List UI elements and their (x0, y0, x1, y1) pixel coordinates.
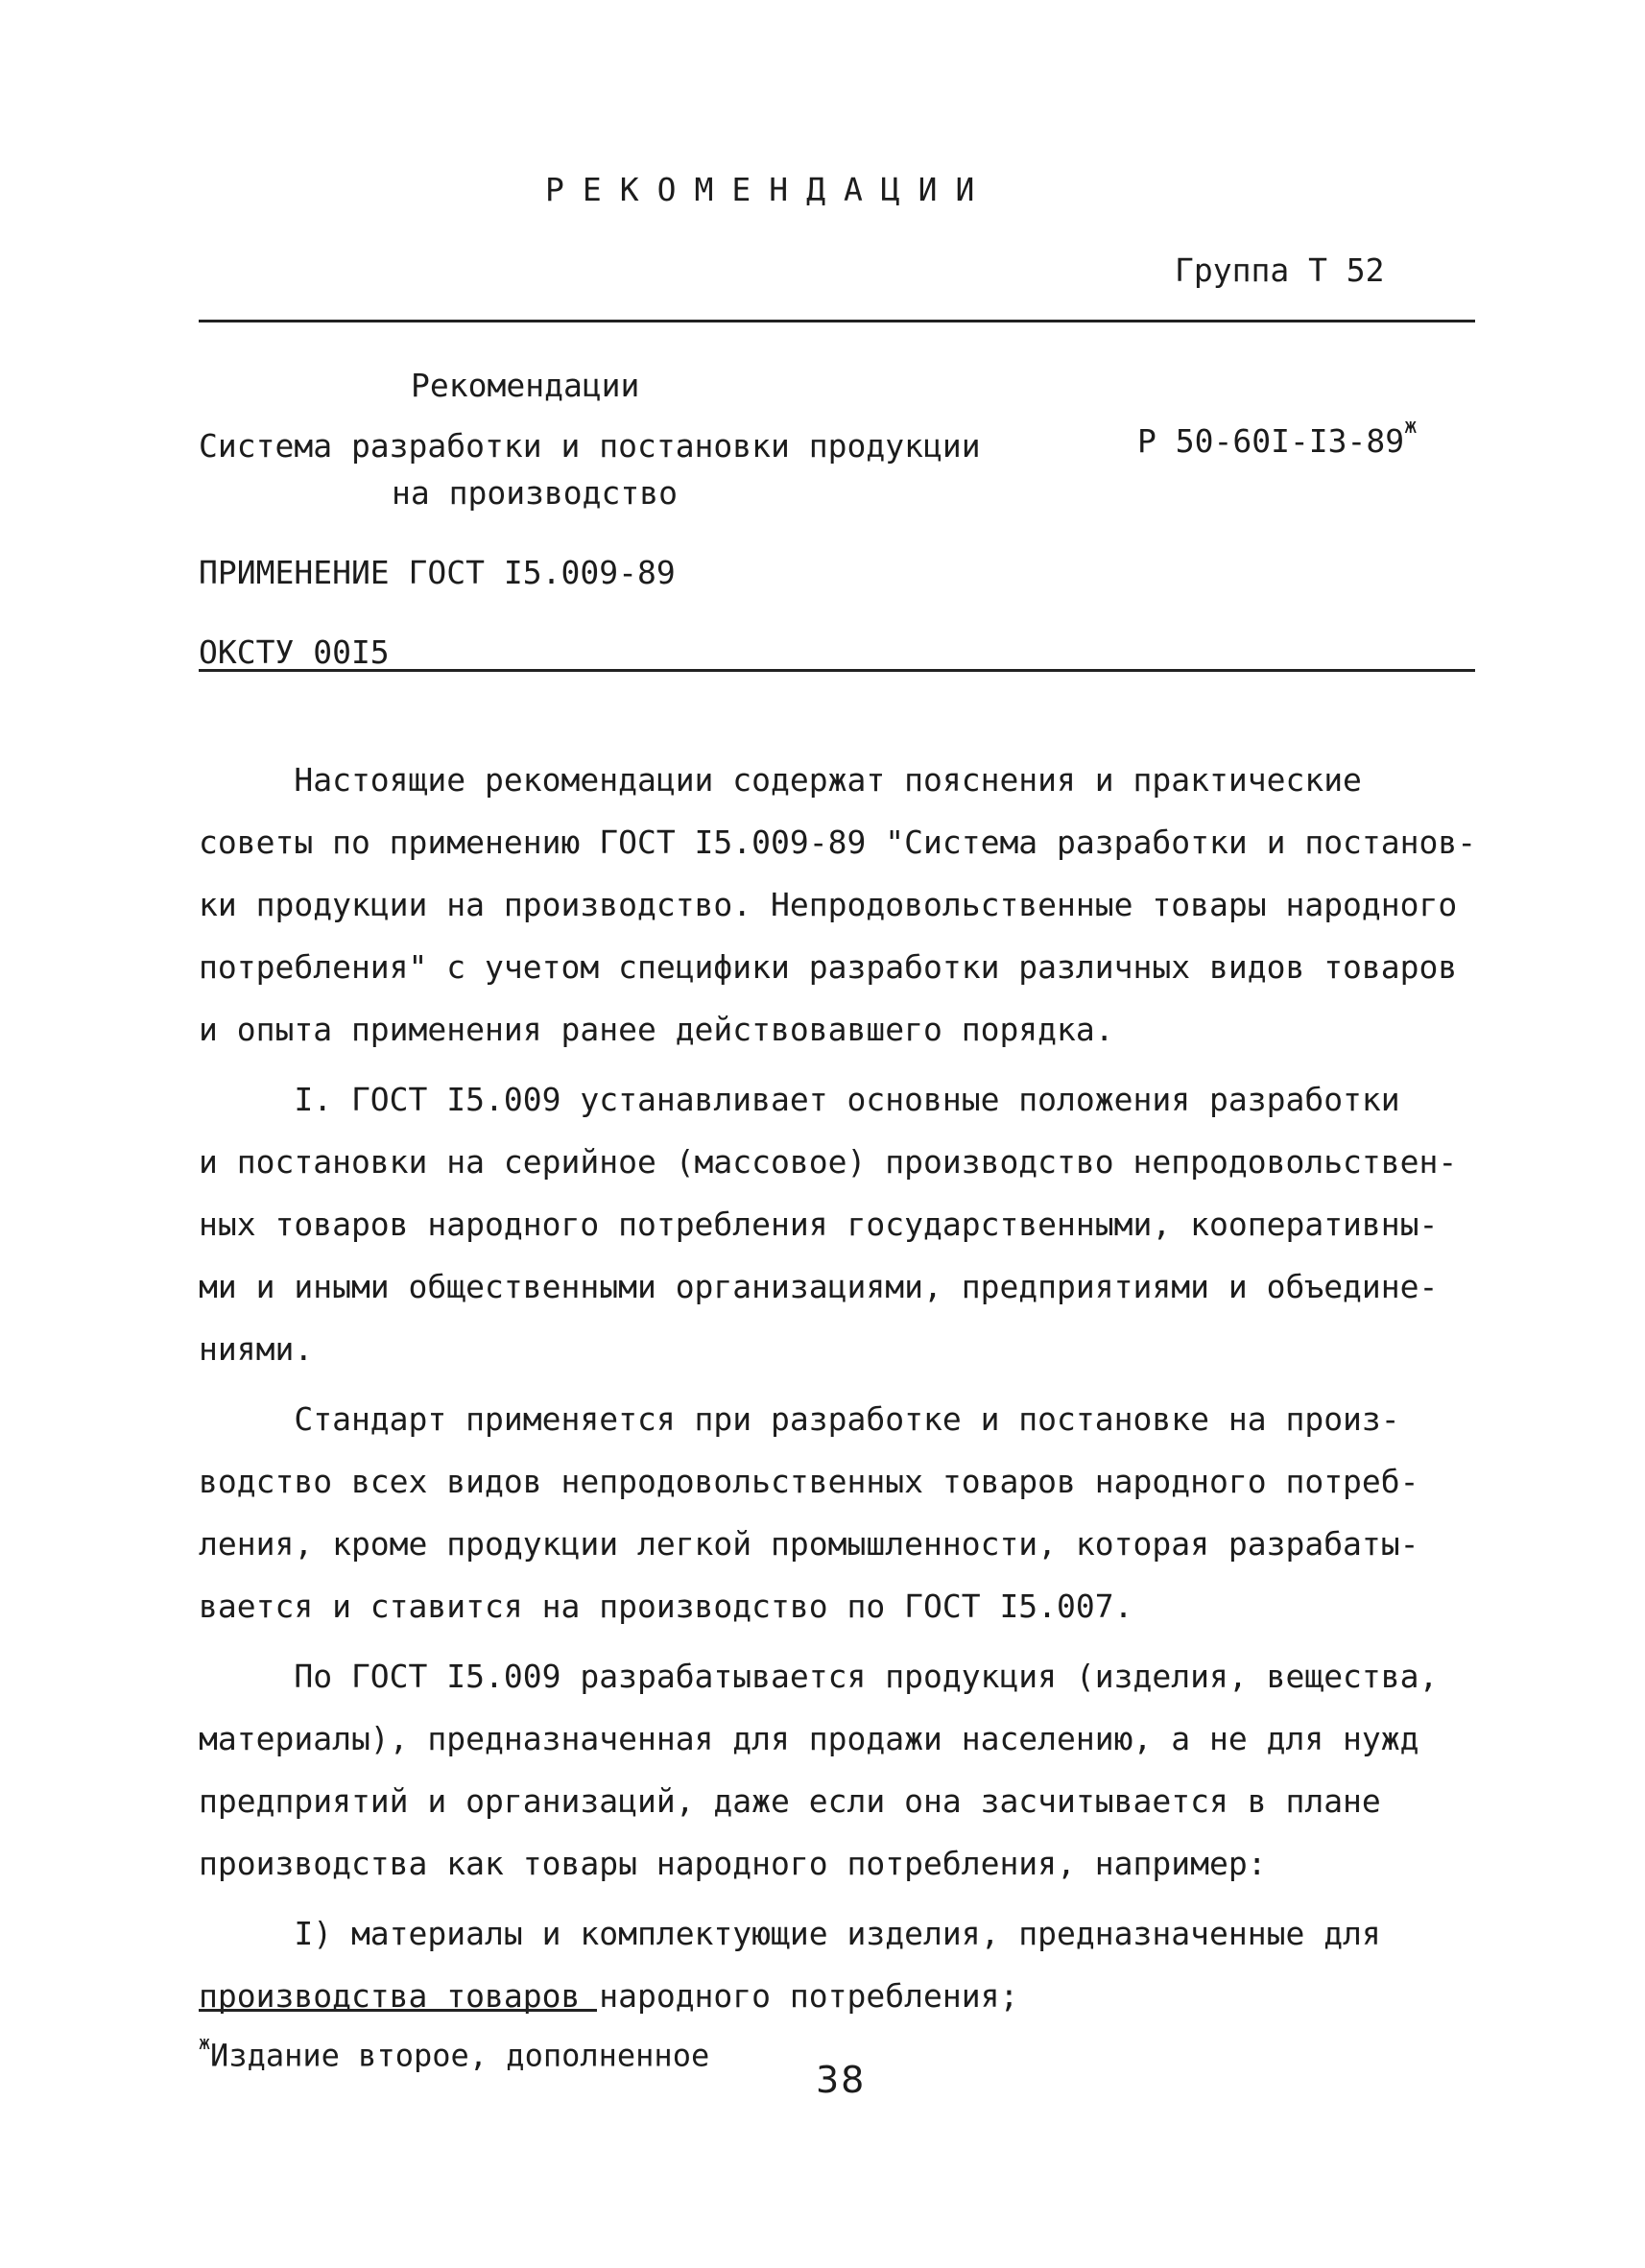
body-line: Стандарт применяется при разработке и постановке на произ- (199, 1400, 1400, 1438)
body-line: водство всех видов непродовольственных товаров народного потреб- (199, 1463, 1419, 1500)
body-line: и постановки на серийное (массовое) производство непродовольствен- (199, 1143, 1458, 1181)
page-number: 38 (816, 2059, 867, 2101)
body-line: ных товаров народного потребления государственными, кооперативны- (199, 1206, 1439, 1243)
body-line: советы по применению ГОСТ I5.009-89 "Система разработки и постанов- (199, 824, 1477, 861)
body-line: производства товаров народного потребления; (199, 1977, 1019, 2015)
document-code-mark: ж (1404, 415, 1418, 439)
application-line: ПРИМЕНЕНИЕ ГОСТ I5.009-89 (199, 554, 676, 591)
document-kind: Рекомендации (411, 367, 640, 404)
body-line: материалы), предназначенная для продажи населению, а не для нужд (199, 1720, 1419, 1757)
body-line: вается и ставится на производство по ГОСТ I5.007. (199, 1588, 1133, 1625)
body-line: потребления" с учетом специфики разработки различных видов товаров (199, 948, 1458, 986)
footnote (199, 2031, 710, 2074)
header-top-rule (199, 320, 1475, 322)
body-line: ми и иными общественными организациями, предприятиями и объедине- (199, 1268, 1439, 1305)
okstu-code: ОКСТУ 00I5 (199, 633, 390, 671)
body-line: ления, кроме продукции легкой промышленности, которая разрабаты- (199, 1525, 1419, 1563)
document-type-heading: РЕКОМЕНДАЦИИ (545, 171, 993, 208)
body-line: и опыта применения ранее действовавшего порядка. (199, 1011, 1114, 1048)
body-line: производства как товары народного потребления, например: (199, 1845, 1267, 1882)
okstu-rule (199, 669, 1475, 672)
system-title-line-1: Система разработки и постановки продукции (199, 427, 981, 465)
system-title-line-2: на производство (392, 474, 679, 512)
body-text (199, 749, 1475, 2027)
body-line: предприятий и организаций, даже если она засчитывается в плане (199, 1782, 1381, 1820)
body-line: I. ГОСТ I5.009 устанавливает основные положения разработки (199, 1081, 1400, 1118)
group-label: Группа Т 52 (1175, 251, 1385, 289)
footnote-rule (199, 2009, 597, 2012)
body-line: ниями. (199, 1330, 314, 1368)
body-line: ки продукции на производство. Непродовольственные товары народного (199, 886, 1458, 923)
body-line: Настоящие рекомендации содержат пояснения и практические (199, 761, 1362, 799)
body-line: I) материалы и комплектующие изделия, предназначенные для (199, 1915, 1381, 1952)
footnote-mark: ж (199, 2031, 211, 2054)
document-code (1137, 415, 1418, 460)
footnote-text: Издание второе, дополненное (210, 2037, 710, 2074)
document-code-text: Р 50-60I-I3-89 (1137, 422, 1405, 460)
body-line: По ГОСТ I5.009 разрабатывается продукция (изделия, вещества, (199, 1658, 1439, 1695)
